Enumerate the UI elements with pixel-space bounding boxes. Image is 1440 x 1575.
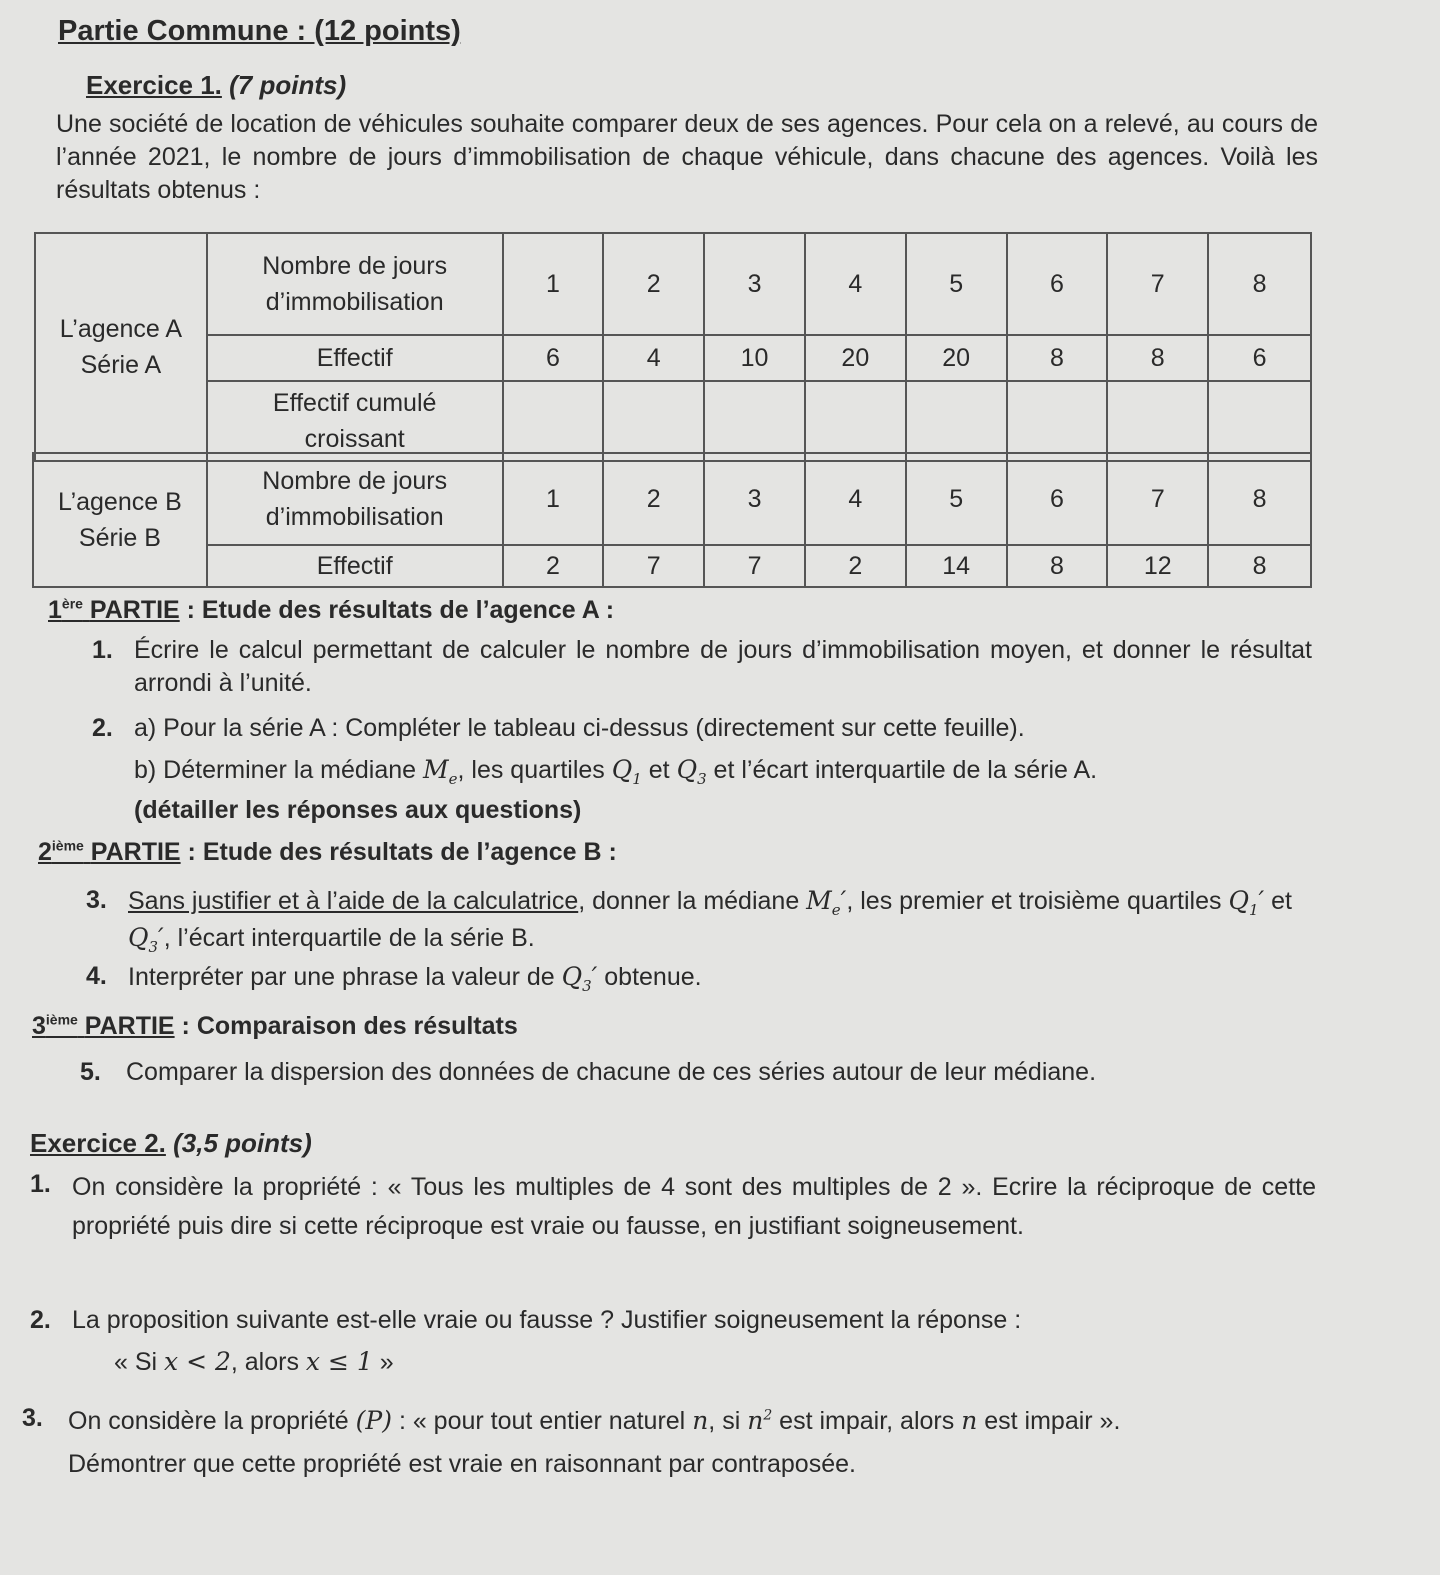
table-agence-a [34,232,1312,462]
question-4 [86,960,1314,997]
table-cell: 14 [906,545,1007,587]
part-superscript: ième [51,837,84,854]
table-cell: 5 [906,233,1007,335]
question-2-body [134,712,1312,827]
exercise-1-intro: Une société de location de véhicules souhaite comparer deux de ses agences. Pour cela on a relevé, au cours de l’année 2021, le nombre de jours d’immobilisation de chaque véhicule, dans chacune des agences. Voilà les résultats obtenus : [56,110,1318,204]
part-3-title: : Comparaison des résultats [174,1012,518,1040]
text-segment: Interpréter par une phrase la valeur de [128,963,562,991]
row-header-cumule-line2: croissant [304,425,405,453]
question-number: 2. [30,1306,51,1334]
part-number: 1 [48,596,62,624]
part-1-label [48,596,180,624]
empty-answer-cell [1208,381,1311,461]
exercise-2-question-3 [22,1402,1318,1484]
question-5 [80,1056,1314,1089]
agence-b-group-cell [33,453,207,587]
question-1 [92,634,1312,700]
question-3-text [128,884,1314,958]
math-q3-prime: $Q_3'$ [561,962,598,995]
question-4-text [128,960,1314,997]
question-3-body [68,1402,1318,1484]
question-number: 1. [92,636,113,664]
question-text: Comparer la dispersion des données de chacune de ces séries autour de leur médiane. [126,1058,1097,1086]
text-segment: On considère la propriété [68,1407,356,1435]
exercise-2-title [30,1126,312,1160]
table-cell: 20 [805,335,906,381]
agence-a-label: L’agence A [59,314,183,343]
question-text: On considère la propriété : « Tous les multiples de 4 sont des multiples de 2 ». Ecrire la réciproque de cette propriété puis dire si cette réciproque est vraie ou fausse, en justifiant soigneusement. [72,1173,1316,1240]
math-n-squared: $n^2$ [747,1406,773,1435]
empty-answer-cell [1107,381,1208,461]
table-cell: 6 [503,335,604,381]
text-segment: est impair, alors [772,1407,962,1435]
empty-answer-cell [503,381,604,461]
table-cell: 2 [603,233,704,335]
text-segment: : « pour tout entier naturel [392,1407,693,1435]
table-cell: 7 [1107,233,1208,335]
question-text: La proposition suivante est-elle vraie ou fausse ? Justifier soigneusement la réponse : [72,1306,1022,1334]
table-cell: 12 [1107,545,1208,587]
table-cell: 8 [1107,335,1208,381]
math-x-lt-2: x < 2 [164,1347,231,1376]
table-cell: 3 [704,233,805,335]
part-number: 3 [32,1012,46,1040]
part-number: 2 [38,838,52,866]
table-cell: 7 [1107,453,1208,545]
question-2c-text: (détailler les réponses aux questions) [134,795,582,824]
row-header-days-line2: d’immobilisation [265,503,444,531]
row-header-cumule-line1: Effectif cumulé [272,388,437,417]
text-segment: , les quartiles [457,756,612,784]
question-3 [86,884,1314,958]
text-segment: « Si [114,1348,165,1376]
text-segment: et [1264,887,1292,915]
text-segment: est impair ». [977,1407,1121,1435]
table-cell: 6 [1007,453,1108,545]
question-3-text [68,1402,1318,1441]
text-segment: b) Déterminer la médiane [134,756,424,784]
table-cell: 6 [1007,233,1108,335]
math-q1: $Q_1$ [611,755,642,788]
table-cell: 3 [704,453,805,545]
math-q3-prime: $Q_3'$ [128,922,164,956]
row-header-days-line1: Nombre de jours [262,251,448,280]
question-3-instruction: Démontrer que cette propriété est vraie en raisonnant par contraposée. [68,1449,856,1478]
text-segment: , donner la médiane [578,887,807,915]
exercise-2-points: (3,5 points) [173,1128,312,1158]
table-cell: 8 [1007,335,1108,381]
row-header-cumule-a [207,381,503,461]
part-superscript: ième [45,1011,78,1028]
part-2-heading [38,836,617,869]
table-cell: 6 [1208,335,1311,381]
question-number: 1. [30,1170,51,1198]
row-header-days-line2: d’immobilisation [265,288,444,316]
serie-b-label: Série B [78,524,161,552]
proposition-statement [114,1345,1316,1379]
math-q3: $Q_3$ [676,755,707,788]
table-cell: 10 [704,335,805,381]
empty-answer-cell [1007,381,1108,461]
text-segment: obtenue. [597,963,702,991]
part-word: PARTIE [90,838,181,866]
exercise-1-label: Exercice 1. [86,70,222,100]
question-number: 5. [80,1058,101,1086]
table-cell: 1 [503,453,604,545]
text-segment: et [641,756,677,784]
table-cell: 20 [906,335,1007,381]
part-superscript: ère [61,595,83,612]
table-cell: 2 [603,453,704,545]
part-1-heading [48,594,614,627]
text-segment: , les premier et troisième quartiles [846,887,1229,915]
exercise-2-question-1 [30,1168,1316,1246]
math-x-le-1: x ≤ 1 [305,1347,373,1376]
math-q1-prime: $Q_1'$ [1228,886,1265,919]
row-header-effectif-a: Effectif [207,335,503,381]
table-cell: 8 [1208,545,1311,587]
part-2-label [38,838,181,866]
exercise-2-label: Exercice 2. [30,1128,166,1158]
question-number: 3. [22,1404,43,1432]
text-segment: , l’écart interquartile de la série B. [163,923,535,952]
question-number: 4. [86,962,107,990]
empty-answer-cell [805,381,906,461]
question-2 [92,712,1312,827]
row-header-days-b [207,453,503,545]
part-3-heading [32,1010,518,1043]
table-cell: 2 [503,545,604,587]
question-text: Écrire le calcul permettant de calculer le nombre de jours d’immobilisation moyen, et donner le résultat arrondi à l’unité. [134,636,1312,697]
exercise-1-points: (7 points) [229,70,347,100]
empty-answer-cell [603,381,704,461]
table-cell: 4 [805,453,906,545]
part-1-title: : Etude des résultats de l’agence A : [179,596,615,624]
table-cell: 4 [805,233,906,335]
text-segment: » [372,1348,394,1376]
question-2-body [72,1304,1316,1379]
table-cell: 2 [805,545,906,587]
empty-answer-cell [906,381,1007,461]
table-cell: 4 [603,335,704,381]
row-header-effectif-b: Effectif [207,545,503,587]
table-cell: 8 [1007,545,1108,587]
table-agence-b [32,452,1312,588]
part-word: PARTIE [84,1012,175,1040]
table-cell: 7 [603,545,704,587]
math-p: (P) [355,1406,392,1435]
underlined-instruction: Sans justifier et à l’aide de la calculatrice [128,887,579,915]
math-median: $M_e$ [423,755,458,788]
agence-a-group-cell [35,233,207,461]
math-median-prime: $M_e'$ [806,886,847,919]
page-heading: Partie Commune : (12 points) [58,15,461,47]
table-cell: 1 [503,233,604,335]
table-cell: 7 [704,545,805,587]
table-cell: 5 [906,453,1007,545]
text-segment: , alors [230,1348,306,1376]
serie-a-label: Série A [80,351,162,379]
question-2b-text [134,753,1312,790]
text-segment: , si [708,1407,748,1435]
question-2a-text: a) Pour la série A : Compléter le tableau ci-dessus (directement sur cette feuille). [134,714,1025,742]
exercise-1-title [86,68,346,102]
agence-b-label: L’agence B [58,487,182,516]
table-cell: 8 [1208,233,1311,335]
exercise-2-question-2 [30,1304,1316,1379]
part-3-label [32,1012,175,1040]
part-2-title: : Etude des résultats de l’agence B : [180,838,617,866]
row-header-days-a [207,233,503,335]
math-n: n [692,1406,709,1435]
part-word: PARTIE [89,596,180,624]
row-header-days-line1: Nombre de jours [262,466,448,495]
table-cell: 8 [1208,453,1311,545]
text-segment: et l’écart interquartile de la série A. [706,756,1098,784]
question-number: 2. [92,714,113,742]
question-number: 3. [86,886,107,914]
math-n: n [961,1406,978,1435]
empty-answer-cell [704,381,805,461]
